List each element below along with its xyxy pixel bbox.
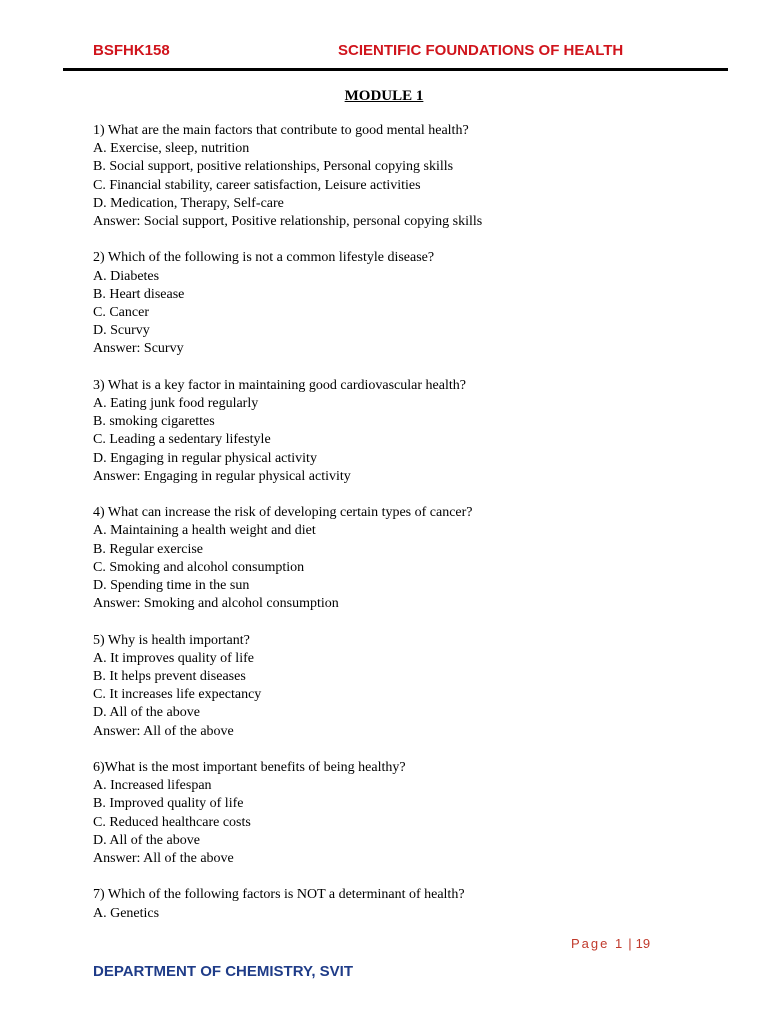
answer-option: C. Cancer xyxy=(93,305,149,321)
question-text: 4) What can increase the risk of developing certain types of cancer? xyxy=(93,505,473,521)
department-footer: DEPARTMENT OF CHEMISTRY, SVIT xyxy=(93,963,354,980)
answer-option: D. Spending time in the sun xyxy=(93,578,250,594)
answer-text: Answer: All of the above xyxy=(93,851,234,867)
answer-text: Answer: All of the above xyxy=(93,723,234,739)
question-block xyxy=(93,759,733,868)
question-text: 5) Why is health important? xyxy=(93,632,250,648)
answer-text: Answer: Social support, Positive relationship, personal copying skills xyxy=(93,214,483,230)
module-title: MODULE 1 xyxy=(344,88,424,104)
answer-option: D. Medication, Therapy, Self-care xyxy=(93,195,284,211)
answer-option: C. Leading a sedentary lifestyle xyxy=(93,432,271,448)
question-text: 1) What are the main factors that contribute to good mental health? xyxy=(93,123,469,138)
question-block xyxy=(93,504,733,613)
question-text: 3) What is a key factor in maintaining good cardiovascular health? xyxy=(93,377,466,393)
answer-option: D. Scurvy xyxy=(93,323,150,339)
question-block xyxy=(93,122,733,231)
answer-option: B. Heart disease xyxy=(93,286,185,302)
page-total: 19 xyxy=(635,936,651,951)
course-code: BSFHK158 xyxy=(93,42,170,59)
answer-text: Answer: Scurvy xyxy=(93,341,184,357)
answer-option: B. Social support, positive relationships, Personal copying skills xyxy=(93,159,454,175)
answer-option: B. Improved quality of life xyxy=(93,796,244,812)
page-current: 1 xyxy=(615,936,625,951)
question-list xyxy=(93,122,733,941)
answer-option: A. Genetics xyxy=(93,905,160,921)
answer-option: B. It helps prevent diseases xyxy=(93,669,246,685)
answer-option: A. Increased lifespan xyxy=(93,778,212,794)
question-text: 2) Which of the following is not a common lifestyle disease? xyxy=(93,250,435,266)
question-block xyxy=(93,249,733,358)
answer-option: C. Reduced healthcare costs xyxy=(93,814,251,830)
question-text: 7) Which of the following factors is NOT a determinant of health? xyxy=(93,887,465,903)
answer-option: A. Eating junk food regularly xyxy=(93,396,259,412)
answer-option: D. Engaging in regular physical activity xyxy=(93,450,317,466)
answer-text: Answer: Engaging in regular physical activity xyxy=(93,468,351,484)
page-label: Page xyxy=(571,936,610,951)
answer-option: C. Smoking and alcohol consumption xyxy=(93,559,305,575)
answer-option: A. Diabetes xyxy=(93,268,160,284)
answer-text: Answer: Smoking and alcohol consumption xyxy=(93,596,339,612)
answer-option: A. Maintaining a health weight and diet xyxy=(93,523,316,539)
header-rule xyxy=(63,68,728,71)
question-block xyxy=(93,886,733,922)
page-separator: | xyxy=(628,936,632,951)
page-number xyxy=(571,936,650,951)
question-text: 6)What is the most important benefits of being healthy? xyxy=(93,760,406,776)
answer-option: C. Financial stability, career satisfaction, Leisure activities xyxy=(93,177,421,193)
question-block xyxy=(93,377,733,486)
course-title: SCIENTIFIC FOUNDATIONS OF HEALTH xyxy=(338,42,624,59)
answer-option: D. All of the above xyxy=(93,832,200,848)
answer-option: D. All of the above xyxy=(93,705,200,721)
answer-option: B. smoking cigarettes xyxy=(93,414,215,430)
answer-option: B. Regular exercise xyxy=(93,541,204,557)
answer-option: A. Exercise, sleep, nutrition xyxy=(93,141,250,157)
answer-option: C. It increases life expectancy xyxy=(93,687,262,703)
question-block xyxy=(93,632,733,741)
answer-option: A. It improves quality of life xyxy=(93,650,254,666)
